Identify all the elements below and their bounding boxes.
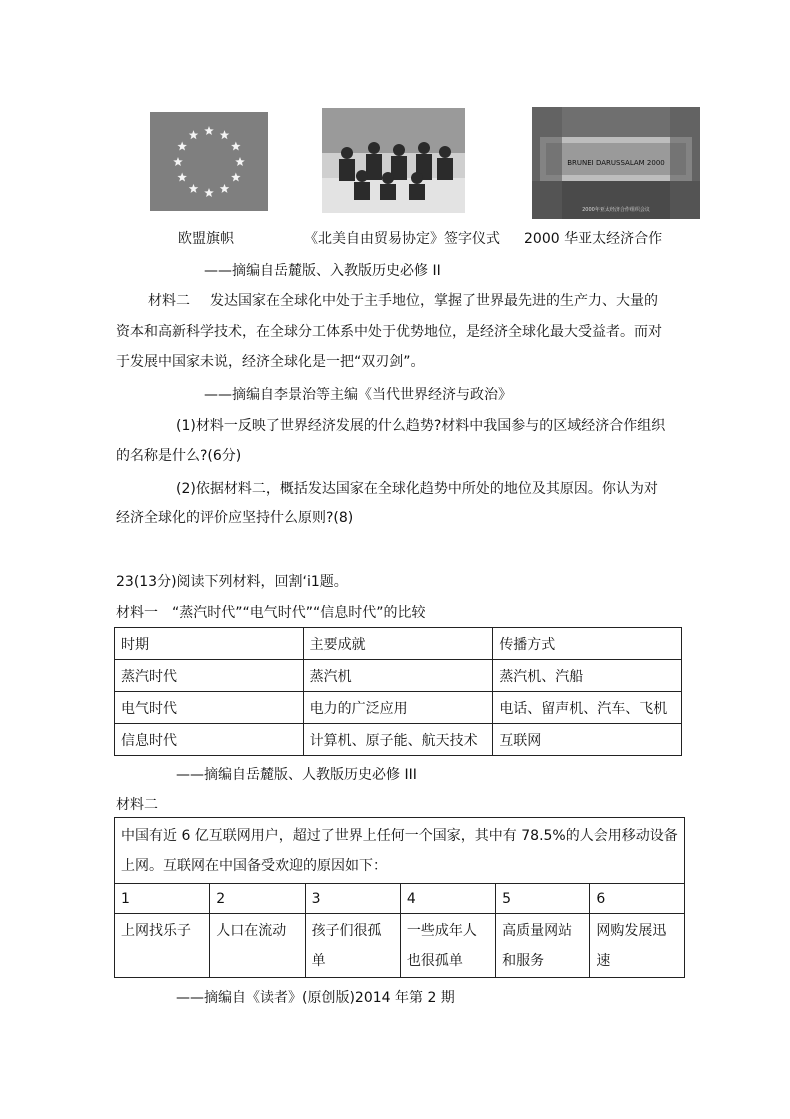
table-cell: 计算机、原子能、航天技术 — [303, 724, 493, 756]
table-reason-cell — [210, 914, 305, 978]
table-cell: 电话、留声机、汽车、飞机 — [493, 692, 682, 724]
comparison-table — [114, 627, 682, 756]
reason-line: 上网找乐子 — [121, 923, 191, 939]
star-icon — [220, 184, 230, 193]
table-number-row — [115, 884, 685, 914]
table-reason-cell — [305, 914, 400, 978]
material2-line3: 于发展中国家未说，经济全球化是一把“双刃剑”。 — [116, 354, 425, 370]
table-row — [115, 692, 682, 724]
star-icon — [173, 157, 183, 166]
table-header-cell: 时期 — [115, 628, 304, 660]
star-icon — [189, 130, 199, 139]
table-cell: 电力的广泛应用 — [303, 692, 493, 724]
table-row — [115, 660, 682, 692]
table-reason-row — [115, 914, 685, 978]
eu-flag-stars-icon — [150, 112, 268, 211]
source-3: ——摘编自岳麓版、人教版历史必修 III — [176, 767, 417, 783]
table-cell: 信息时代 — [115, 724, 304, 756]
reason-line: 孩子们很孤 — [311, 923, 382, 939]
question-2-line2: 经济全球化的评价应坚持什么原则?(8) — [116, 510, 354, 526]
star-icon — [204, 126, 214, 135]
star-icon — [189, 184, 199, 193]
material2-line2: 资本和高新科学技术，在全球分工体系中处于优势地位，是经济全球化最大受益者。而对 — [116, 324, 662, 340]
material2-line1: 发达国家在全球化中处于主手地位，掌握了世界最先进的生产力、大量的 — [210, 293, 658, 309]
table-intro-row — [115, 818, 685, 884]
question-1-line1: (1)材料一反映了世界经济发展的什么趋势?材料中我国参与的区域经济合作组织 — [176, 418, 666, 434]
table-number-cell: 4 — [400, 884, 495, 914]
reason-line: 一些成年人 — [406, 923, 477, 939]
reason-line: 单 — [311, 953, 326, 969]
apec-sub-text: 2000年亚太经济合作组织会议 — [582, 207, 650, 213]
caption-nafta: 《北美自由贸易协定》签字仪式 — [304, 231, 500, 247]
table-number-cell: 1 — [115, 884, 210, 914]
table-cell: 蒸汽时代 — [115, 660, 304, 692]
table-reason-cell — [115, 914, 210, 978]
star-icon — [220, 130, 230, 139]
nafta-signing-photo — [322, 108, 465, 213]
reasons-table — [114, 817, 685, 978]
table-reason-cell — [496, 914, 590, 978]
source-4: ——摘编自《读者》(原创版)2014 年第 2 期 — [176, 990, 455, 1006]
caption-apec: 2000 华亚太经济合作 — [524, 231, 663, 247]
table-row — [115, 724, 682, 756]
table-header-cell: 主要成就 — [303, 628, 493, 660]
table-intro-line1: 中国有近 6 亿互联网用户，超过了世界上任何一个国家，其中有 78.5%的人会用移动设备 — [121, 827, 678, 844]
table-header-cell: 传播方式 — [493, 628, 682, 660]
reason-line: 高质量网站 — [502, 923, 573, 939]
star-icon — [177, 142, 187, 151]
table-number-cell: 3 — [305, 884, 400, 914]
caption-eu-flag: 欧盟旗帜 — [178, 231, 234, 247]
table-reason-cell — [590, 914, 684, 978]
reason-line: 人口在流动 — [216, 923, 287, 939]
table-cell: 蒸汽机 — [303, 660, 493, 692]
table-header-row — [115, 628, 682, 660]
table-reason-cell — [400, 914, 495, 978]
question-1-line2: 的名称是什么?(6分) — [116, 448, 242, 464]
table-intro-cell — [115, 818, 685, 884]
reason-line: 速 — [596, 953, 611, 969]
star-icon — [231, 173, 241, 182]
table-cell: 互联网 — [493, 724, 682, 756]
star-icon — [235, 157, 245, 166]
table-number-cell: 2 — [210, 884, 305, 914]
star-icon — [204, 188, 214, 197]
material2b-label: 材料二 — [116, 797, 158, 813]
eu-flag-image — [150, 112, 268, 211]
source-2: ——摘编自李景治等主编《当代世界经济与政治》 — [204, 387, 512, 403]
reason-line: 网购发展迅 — [596, 923, 667, 939]
apec-photo — [532, 107, 700, 219]
table-cell: 电气时代 — [115, 692, 304, 724]
table-cell: 蒸汽机、汽船 — [493, 660, 682, 692]
reason-line: 和服务 — [502, 953, 545, 969]
question-2-line1: (2)依据材料二，概括发达国家在全球化趋势中所处的地位及其原因。你认为对 — [176, 481, 658, 497]
table1-title: 材料一 “蒸汽时代”“电气时代”“信息时代”的比较 — [116, 605, 426, 621]
reason-line: 也很孤单 — [406, 953, 463, 969]
apec-banner-text: BRUNEI DARUSSALAM 2000 — [567, 159, 665, 167]
table-number-cell: 6 — [590, 884, 684, 914]
question-23: 23(13分)阅读下列材料，回割‘i1题。 — [116, 574, 348, 590]
group-photo-icon — [322, 108, 465, 213]
material2-label: 材料二 — [148, 293, 190, 309]
star-icon — [177, 173, 187, 182]
source-1: ——摘编自岳麓版、入教版历史必修 II — [204, 263, 441, 279]
star-icon — [231, 142, 241, 151]
table-number-cell: 5 — [496, 884, 590, 914]
table-intro-line2: 上网。互联网在中国备受欢迎的原因如下： — [121, 857, 387, 874]
